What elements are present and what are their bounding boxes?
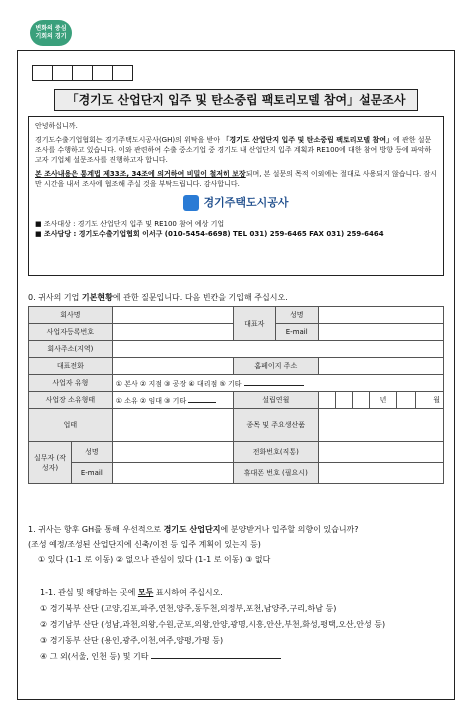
label-mobile: 휴대폰 번호 (필요시): [233, 463, 318, 484]
year-box[interactable]: [318, 392, 335, 409]
q1-sub: (조성 예정/조성된 산업단지에 신축/이전 등 입주 계획이 있는지 등): [28, 540, 261, 549]
survey-target: ■ 조사대상 : 경기도 산업단지 입주 및 RE100 참여 예상 기업: [35, 220, 225, 228]
label-month: 월: [415, 392, 443, 409]
input-ceo-email[interactable]: [318, 324, 443, 341]
q1-text-a: 1. 귀사는 향후 GH를 통해 우선적으로: [28, 525, 164, 534]
gh-logo: [35, 195, 437, 211]
label-staff: [29, 442, 113, 484]
q11-text-b: 모두: [137, 588, 154, 597]
greeting: 안녕하십니까.: [35, 122, 78, 130]
input-homepage[interactable]: [318, 358, 443, 375]
biztype-options-text: ① 본사 ② 지점 ③ 공장 ④ 대리점 ⑤ 기타: [115, 380, 242, 388]
label-company: 회사명: [29, 307, 113, 324]
label-homepage: 홈페이지 주소: [233, 358, 318, 375]
year-box[interactable]: [353, 392, 370, 409]
month-box[interactable]: [396, 392, 415, 409]
q1-text-b: 경기도 산업단지: [163, 525, 221, 534]
question-0: [28, 292, 288, 303]
q11-prompt: [40, 585, 450, 601]
staff-email-label: E-mail: [80, 469, 103, 477]
q0-prefix: 0. 귀사의 기업: [28, 293, 82, 302]
q1-text-c: 에 분양받거나 입주할 의향이 있습니까?: [220, 525, 359, 534]
staff-label: 실무자 (작성자): [29, 442, 72, 483]
q11-option-3[interactable]: ③ 경기동부 산단 (용인,광주,이천,여주,양평,가평 등): [40, 636, 224, 645]
q11-text-a: 1-1. 관심 및 해당하는 곳에: [40, 588, 138, 597]
survey-contact: ■ 조사담당 : 경기도수출기업협회 이서구 (010-5454-6698) TEL 031) 259-6465 FAX 031) 259-6464: [35, 230, 384, 238]
q11-option-1[interactable]: ① 경기북부 산단 (고양,김포,파주,연천,양주,동두천,의정부,포천,남양주,구리,하남 등): [40, 604, 337, 613]
biztype-options[interactable]: [112, 375, 443, 392]
q11-other-blank[interactable]: [151, 649, 281, 659]
input-address[interactable]: [112, 341, 443, 358]
p2-text-b: 되며, 본 설문의 목적 이외에는 절대로 사용되지 않습니다. 잠시만 시간을 내서 조사에 협조해 주실 것을 부탁드립니다. 감사합니다.: [35, 170, 437, 188]
label-bizno: 사업자등록번호: [29, 324, 113, 341]
brand-logo: [30, 20, 72, 46]
input-tel[interactable]: [318, 442, 443, 463]
owner-other-blank[interactable]: [188, 394, 216, 403]
biztype-other-blank[interactable]: [244, 377, 304, 386]
q0-suffix: 에 관한 질문입니다. 다음 빈칸을 기입해 주십시오.: [112, 293, 288, 302]
label-phone: 대표전화: [29, 358, 113, 375]
question-1-1: [40, 585, 450, 665]
label-industry: 업태: [29, 409, 113, 442]
p1-text-c: 에 관한 설문조사를 수행하고 있습니다. 이와 관련하여 수출 중소기업 중 경기도 내 산업단지 입주 계획과 RE100에 대한 참여 방향 등에 파악하고자 기업체 설문조사를 진행하고자 합니다.: [35, 136, 432, 164]
logo-line-2: 기회의 경기: [35, 33, 67, 40]
label-products: 종목 및 주요생산품: [233, 409, 318, 442]
q11-option-2[interactable]: ② 경기남부 산단 (성남,과천,의왕,수원,군포,의왕,안양,광명,시흥,안산,부천,화성,평택,오산,안성 등): [40, 620, 386, 629]
p1-text-a: 경기도수출기업협회는 경기주택도시공사(GH)의 위탁을 받아: [35, 136, 223, 144]
intro-paragraph-2: [35, 169, 437, 189]
input-products[interactable]: [318, 409, 443, 442]
input-staff-name[interactable]: [112, 442, 233, 463]
question-1: [28, 522, 448, 567]
q11-text-c: 표시하여 주십시오.: [153, 588, 223, 597]
owner-options-text: ① 소유 ② 임대 ③ 기타: [115, 397, 187, 405]
q11-option-4[interactable]: [40, 649, 450, 665]
gh-mark-icon: [183, 195, 199, 211]
q0-bold: 기본현황: [81, 293, 113, 302]
q1-options[interactable]: ① 있다 (1-1 로 이동) ② 없으나 관심이 있다 (1-1 로 이동) ③ 없다: [38, 555, 271, 564]
logo-line-1: 변화의 중심: [35, 25, 67, 32]
staff-subtable: [29, 442, 112, 483]
input-industry[interactable]: [112, 409, 233, 442]
input-phone[interactable]: [112, 358, 233, 375]
q11-option-4-text: ④ 그 외(서울, 인천 등) 및 기타: [40, 652, 149, 661]
owner-options[interactable]: [112, 392, 233, 409]
label-tel: 전화번호(직통): [233, 442, 318, 463]
label-ceo-name: 성명: [275, 307, 318, 324]
label-founded: 설립연월: [233, 392, 318, 409]
label-ceo-email: E-mail: [275, 324, 318, 341]
q1-prompt: [28, 522, 448, 537]
id-number-boxes: [33, 65, 133, 81]
label-owner: 사업장 소유형태: [29, 392, 113, 409]
company-info-table: [28, 306, 444, 484]
input-bizno[interactable]: [112, 324, 233, 341]
id-box[interactable]: [52, 65, 73, 81]
staff-name-label: 성명: [72, 442, 112, 463]
gh-name: 경기주택도시공사: [203, 196, 289, 209]
input-staff-email[interactable]: [112, 463, 233, 484]
input-mobile[interactable]: [318, 463, 443, 484]
intro-paragraph-1: [35, 135, 437, 165]
label-ceo: 대표자: [233, 307, 275, 341]
id-box[interactable]: [72, 65, 93, 81]
year-box[interactable]: [335, 392, 352, 409]
survey-title: 「경기도 산업단지 입주 및 탄소중립 팩토리모델 참여」설문조사: [54, 89, 418, 111]
id-box[interactable]: [112, 65, 133, 81]
intro-box: [28, 116, 444, 276]
p2-text-a: 본 조사내용은 통계법 제33조, 34조에 의거하여 비밀이 철저히 보장: [35, 170, 246, 178]
id-box[interactable]: [32, 65, 53, 81]
id-box[interactable]: [92, 65, 113, 81]
label-address: 회사주소(지역): [29, 341, 113, 358]
label-biztype: 사업자 유형: [29, 375, 113, 392]
p1-text-b: 「경기도 산업단지 입주 및 탄소중립 팩토리모델 참여」: [222, 136, 393, 144]
input-company[interactable]: [112, 307, 233, 324]
input-ceo-name[interactable]: [318, 307, 443, 324]
label-year: 년: [370, 392, 397, 409]
